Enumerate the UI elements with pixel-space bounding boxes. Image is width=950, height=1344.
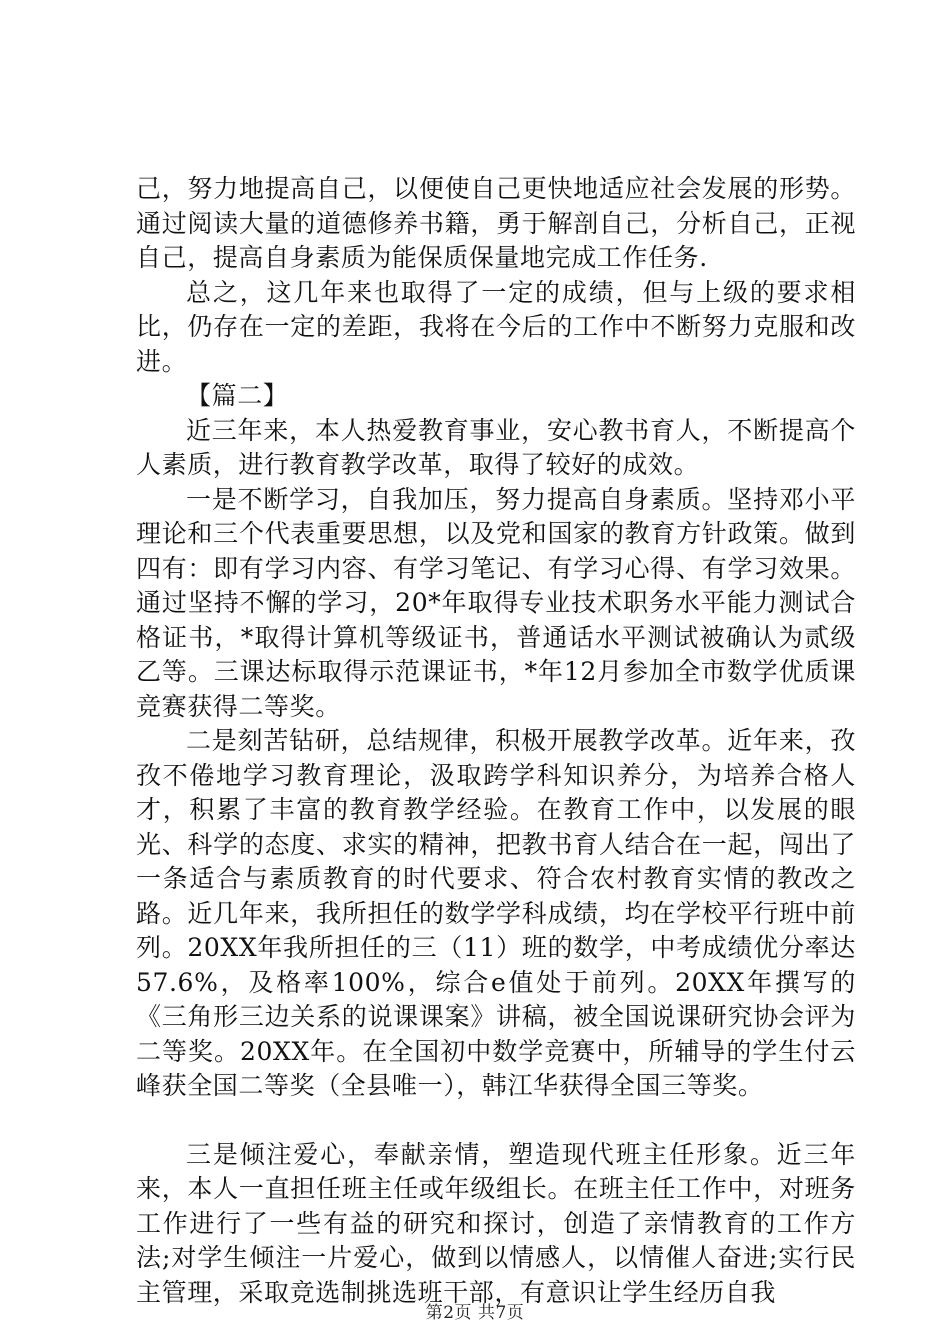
section-heading: 【篇二】: [186, 381, 289, 410]
page-footer: 第2页 共7页: [425, 1303, 525, 1323]
paragraph-point-three: 三是倾注爱心，奉献亲情，塑造现代班主任形象。近三年来，本人一直担任班主任或年级组长。在班主任工作中，对班务工作进行了一些有益的研究和探讨，创造了亲情教育的工作方法;对学生倾注一片爱心，做到以情感人，以情催人奋进;实行民主管理，采取竞选制挑选班干部，有意识让学生经历自我: [136, 1139, 856, 1307]
paragraph-point-one: 一是不断学习，自我加压，努力提高自身素质。坚持邓小平理论和三个代表重要思想，以及党和国家的教育方针政策。做到四有：即有学习内容、有学习笔记、有学习心得、有学习效果。通过坚持不懈的学习，20*年取得专业技术职务水平能力测试合格证书，*取得计算机等级证书，普通话水平测试被确认为贰级乙等。三课达标取得示范课证书，*年12月参加全市数学优质课竞赛获得二等奖。: [136, 484, 856, 721]
document-body: [136, 172, 856, 1310]
paragraph-point-two: 二是刻苦钻研，总结规律，积极开展教学改革。近年来，孜孜不倦地学习教育理论，汲取跨学科知识养分，为培养合格人才，积累了丰富的教育教学经验。在教育工作中，以发展的眼光、科学的态度、求实的精神，把教书育人结合在一起，闯出了一条适合与素质教育的时代要求、符合农村教育实情的教改之路。近几年来，我所担任的数学学科成绩，均在学校平行班中前列。20XX年我所担任的三（11）班的数学，中考成绩优分率达57.6%，及格率100%，综合e值处于前列。20XX年撰写的《三角形三边关系的说课课案》讲稿，被全国说课研究协会评为二等奖。20XX年。在全国初中数学竞赛中，所辅导的学生付云峰获全国二等奖（全县唯一），韩江华获得全国三等奖。: [136, 726, 856, 1100]
paragraph-continuation: 己，努力地提高自己，以便使自己更快地适应社会发展的形势。通过阅读大量的道德修养书籍，勇于解剖自己，分析自己，正视自己，提高自身素质为能保质保量地完成工作任务.: [136, 174, 856, 272]
paragraph-summary: 总之，这几年来也取得了一定的成绩，但与上级的要求相比，仍存在一定的差距，我将在今后的工作中不断努力克服和改进。: [136, 277, 856, 376]
paragraph-intro: 近三年来，本人热爱教育事业，安心教书育人，不断提高个人素质，进行教育教学改革，取得了较好的成效。: [136, 415, 856, 479]
